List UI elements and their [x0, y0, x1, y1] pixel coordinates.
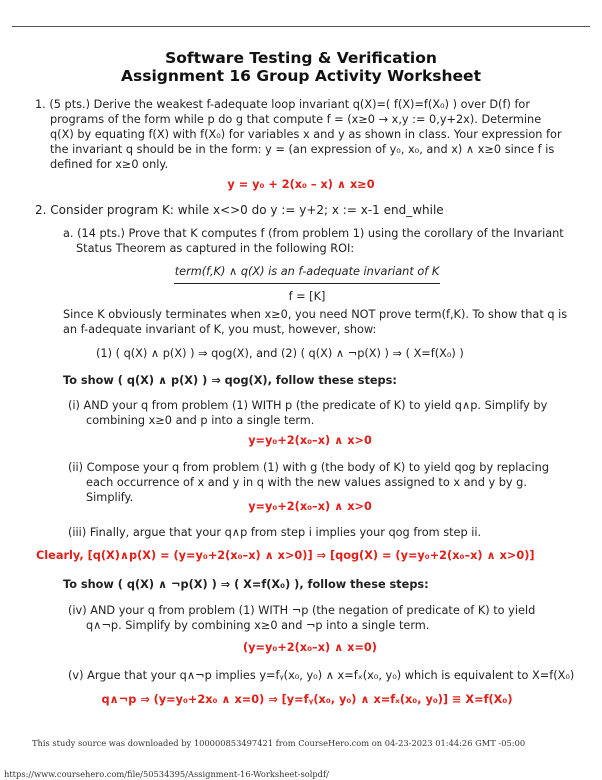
step-ii-line-1: (ii) Compose your q from problem (1) with g (the body of K) to yield qog by replacing — [68, 461, 549, 474]
roi-fraction-line — [174, 283, 440, 284]
step-iv-line-2: q∧¬p. Simplify by combining x≥0 and ¬p into a single term. — [86, 619, 430, 632]
step-ii-line-2: each occurrence of x and y in q with the new values assigned to x and y by g. — [86, 476, 527, 489]
show2-heading: To show ( q(X) ∧ ¬p(X) ) ⇒ ( X=f(X₀) ), follow these steps: — [63, 578, 429, 591]
step-iv-answer: (y=y₀+2(x₀–x) ∧ x=0) — [243, 641, 377, 654]
title-line-2: Assignment 16 Group Activity Worksheet — [121, 67, 481, 85]
q2a-line-1: a. (14 pts.) Prove that K computes f (from problem 1) using the corollary of the Invariant — [63, 227, 564, 240]
source-url[interactable]: https://www.coursehero.com/file/50534395/Assignment-16-Worksheet-solpdf/ — [4, 769, 329, 779]
q2-intro: 2. Consider program K: while x<>0 do y := y+2; x := x-1 end_while — [35, 203, 444, 217]
show1-heading: To show ( q(X) ∧ p(X) ) ⇒ qog(X), follow these steps: — [63, 374, 397, 387]
q1-line-4: the invariant q should be in the form: y = (an expression of y₀, x₀, and x) ∧ x≥0 since f is — [50, 143, 555, 156]
q1-line-5: defined for x≥0 only. — [50, 158, 169, 171]
since-line-1: Since K obviously terminates when x≥0, you need NOT prove term(f,K). To show that q is — [63, 308, 568, 321]
step-i-line-2: combining x≥0 and p into a single term. — [86, 414, 315, 427]
show-conditions: (1) ( q(X) ∧ p(X) ) ⇒ qog(X), and (2) ( q(X) ∧ ¬p(X) ) ⇒ ( X=f(X₀) ) — [96, 347, 464, 360]
q1-line-2: programs of the form while p do g that compute f = (x≥0 → x,y := 0,y+2x). Determine — [50, 113, 542, 126]
step-ii-answer: y=y₀+2(x₀–x) ∧ x>0 — [248, 500, 372, 513]
step-iii: (iii) Finally, argue that your q∧p from step i implies your qog from step ii. — [68, 526, 482, 539]
roi-bottom: f = [K] — [288, 290, 326, 303]
step-i-answer: y=y₀+2(x₀–x) ∧ x>0 — [248, 434, 372, 447]
step-v-answer: q∧¬p ⇒ (y=y₀+2x₀ ∧ x=0) ⇒ [y=fᵧ(x₀, y₀) ∧ x=fₓ(x₀, y₀)] ≡ X=f(X₀) — [101, 693, 513, 706]
step-iv-line-1: (iv) AND your q from problem (1) WITH ¬p (the negation of predicate of K) to yield — [68, 604, 536, 617]
top-rule — [12, 26, 590, 27]
title-line-1: Software Testing & Verification — [165, 49, 437, 67]
since-line-2: an f-adequate invariant of K, you must, however, show: — [63, 323, 377, 336]
q2a-line-2: Status Theorem as captured in the following ROI: — [76, 242, 355, 255]
q1-line-3: q(X) by equating f(X) with f(X₀) for variables x and y as shown in class. Your expression for — [50, 128, 562, 141]
step-ii-line-3: Simplify. — [86, 491, 134, 504]
step-v-line: (v) Argue that your q∧¬p implies y=fᵧ(x₀, y₀) ∧ x=fₓ(x₀, y₀) which is equivalent to X=f(X₀) — [68, 669, 575, 682]
q1-answer: y = y₀ + 2(x₀ – x) ∧ x≥0 — [227, 178, 375, 191]
q1-line-1: 1. (5 pts.) Derive the weakest f-adequate loop invariant q(X)=( f(X)=f(X₀) ) over D(f) for — [35, 98, 530, 111]
roi-top: term(f,K) ∧ q(X) is an f-adequate invariant of K — [174, 265, 440, 278]
clearly-statement: Clearly, [q(X)∧p(X) = (y=y₀+2(x₀–x) ∧ x>0)] ⇒ [qog(X) = (y=y₀+2(x₀–x) ∧ x>0)] — [36, 549, 535, 562]
download-notice: This study source was downloaded by 100000853497421 from CourseHero.com on 04-23-2023 01:44:26 GMT -05:00 — [32, 738, 526, 748]
step-i-line-1: (i) AND your q from problem (1) WITH p (the predicate of K) to yield q∧p. Simplify by — [68, 399, 548, 412]
